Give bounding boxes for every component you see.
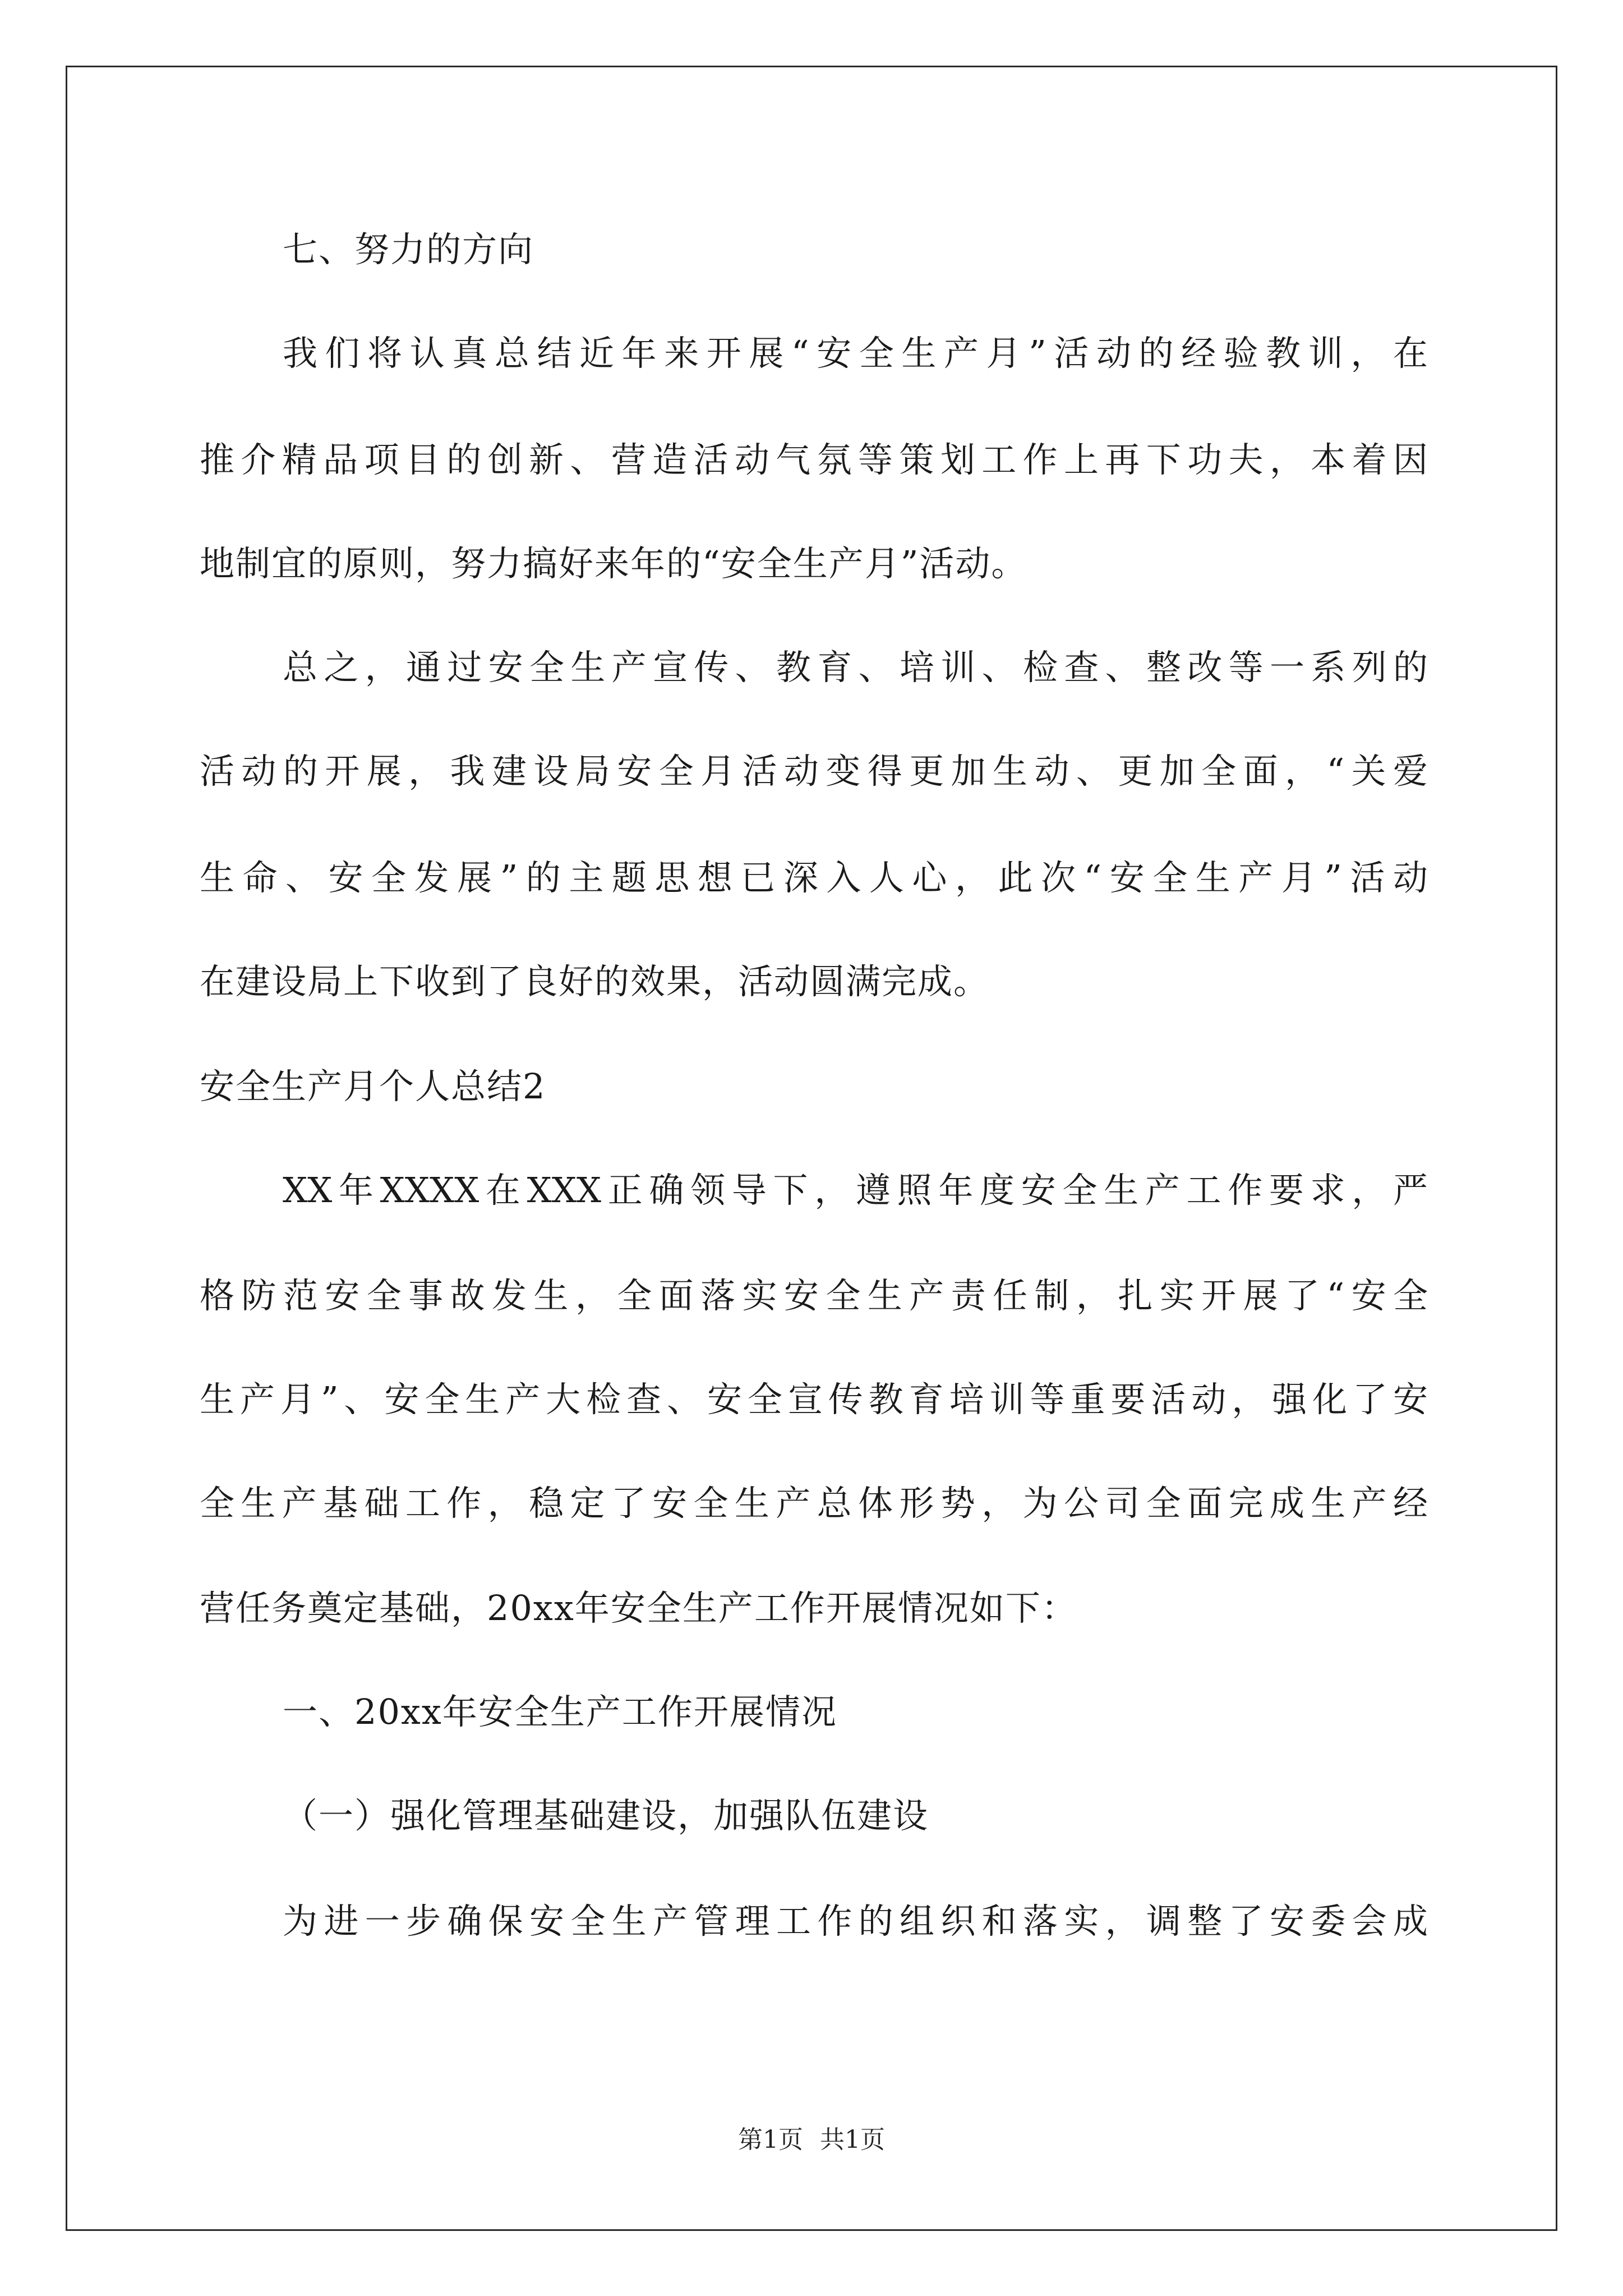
- paragraph-line: 格防范安全事故发生，全面落实安全生产责任制，扎实开展了“安全: [200, 1275, 1428, 1316]
- paragraph-line: 活动的开展，我建设局安全月活动变得更加生动、更加全面，“关爱: [200, 751, 1428, 792]
- page-number: 第1页: [738, 2125, 803, 2154]
- paragraph-line: 在建设局上下收到了良好的效果，活动圆满完成。: [200, 961, 990, 1002]
- paragraph-line: 总之，通过安全生产宣传、教育、培训、检查、整改等一系列的: [283, 647, 1428, 688]
- paragraph-line: 营任务奠定基础，20xx年安全生产工作开展情况如下：: [200, 1588, 1077, 1628]
- paragraph-line: XX年XXXX在XXX正确领导下，遵照年度安全生产工作要求，严: [283, 1170, 1428, 1211]
- paragraph-line: 为进一步确保安全生产管理工作的组织和落实，调整了安委会成: [283, 1901, 1428, 1941]
- page-total: 共1页: [820, 2125, 885, 2154]
- paragraph-line: 生命、安全发展”的主题思想已深入人心，此次“安全生产月”活动: [200, 857, 1428, 898]
- paragraph-line: 生产月”、安全生产大检查、安全宣传教育培训等重要活动，强化了安: [200, 1379, 1428, 1420]
- page-footer: [0, 2123, 1623, 2157]
- section-heading: 七、努力的方向: [283, 229, 534, 270]
- paragraph-line: 地制宜的原则，努力搞好来年的“安全生产月”活动。: [200, 543, 1027, 584]
- paragraph-line: 我们将认真总结近年来开展“安全生产月”活动的经验教训，在: [283, 333, 1428, 374]
- paragraph-line: 推介精品项目的创新、营造活动气氛等策划工作上再下功夫，本着因: [200, 439, 1428, 480]
- document-title: 安全生产月个人总结2: [200, 1066, 546, 1107]
- paragraph-line: 全生产基础工作，稳定了安全生产总体形势，为公司全面完成生产经: [200, 1483, 1428, 1524]
- subsection-heading: （一）强化管理基础建设，加强队伍建设: [283, 1795, 929, 1836]
- section-heading: 一、20xx年安全生产工作开展情况: [283, 1691, 837, 1732]
